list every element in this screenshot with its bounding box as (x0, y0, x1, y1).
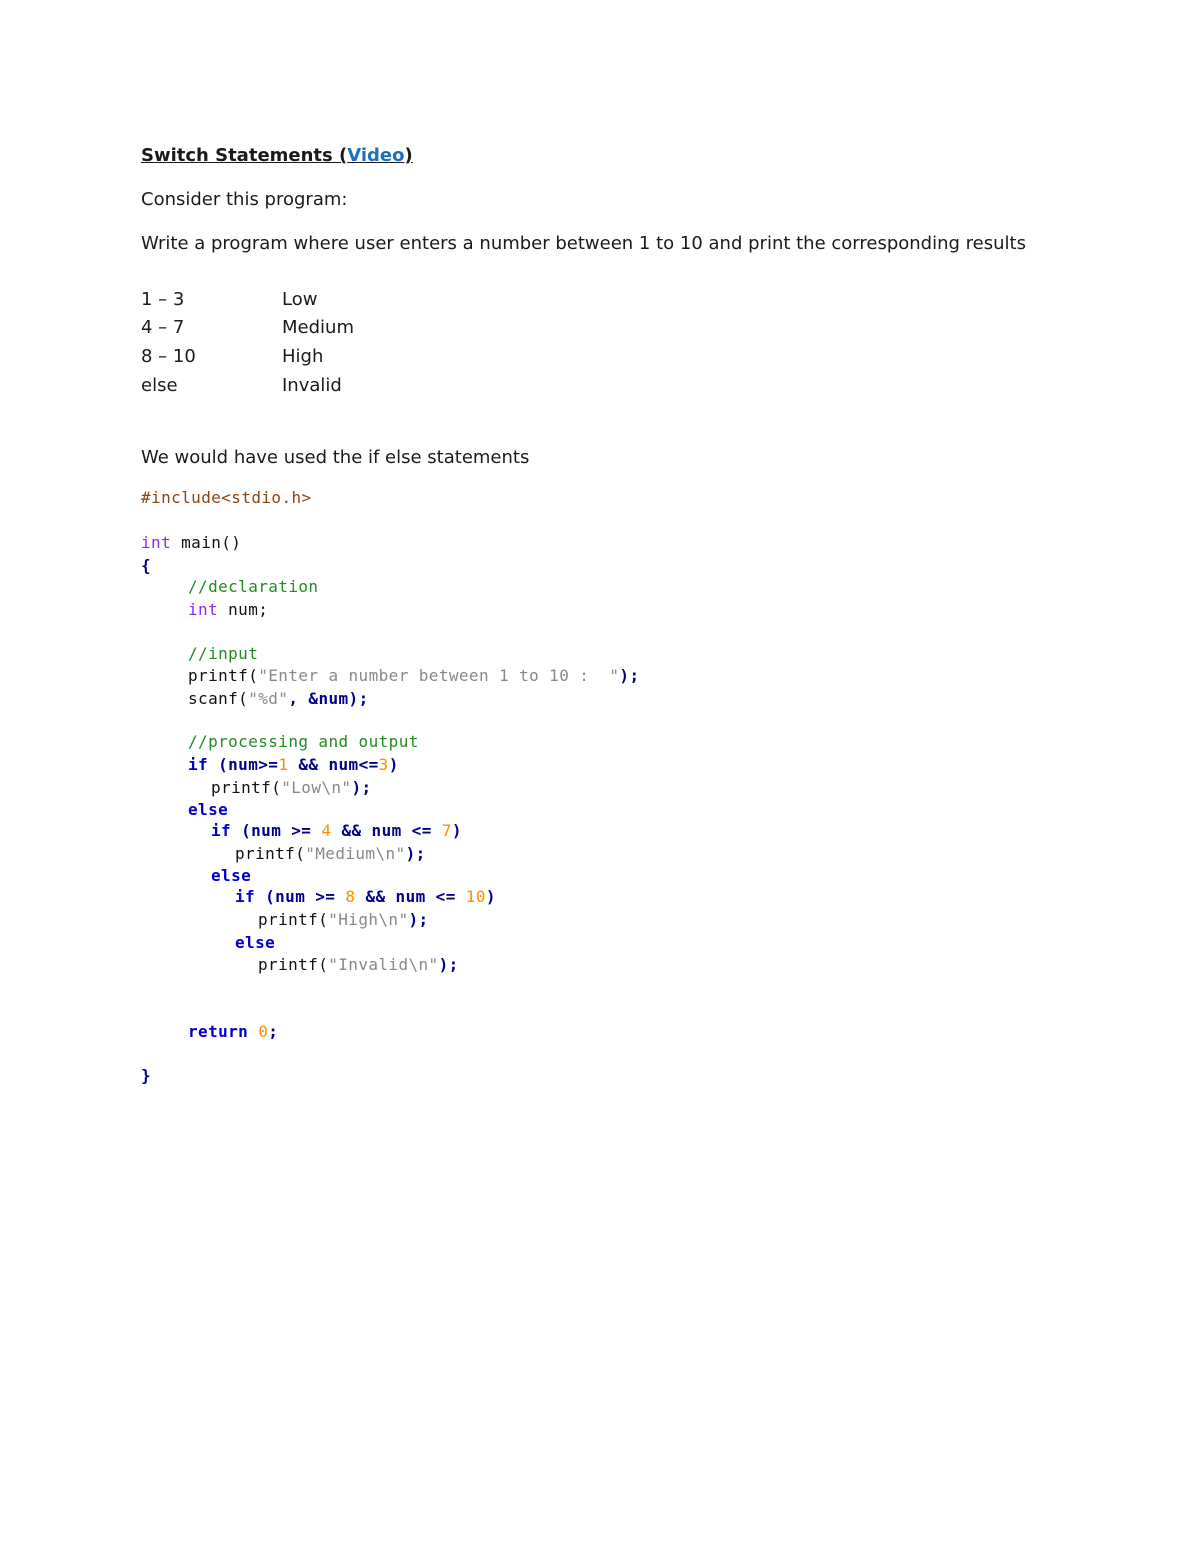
code-line-open-brace: { (141, 556, 152, 575)
video-link[interactable]: Video (347, 145, 405, 166)
task-text: Write a program where user enters a number between 1 to 10 and print the corresponding results (141, 233, 1026, 254)
intro-text: Consider this program: (141, 189, 348, 210)
range-1: 1 – 3 (141, 289, 185, 310)
code-line-comment-declaration: //declaration (188, 577, 319, 596)
range-3: 8 – 10 (141, 346, 196, 367)
code-line-declaration: int num; (188, 600, 269, 619)
code-line-else-1: else (188, 800, 229, 819)
code-line-close-brace: } (141, 1066, 152, 1085)
range-1-label: Low (282, 289, 318, 310)
code-line-printf-low: printf("Low\n"); (211, 778, 372, 797)
code-line-scanf: scanf("%d", &num); (188, 689, 369, 708)
code-line-else-3: else (235, 933, 276, 952)
code-line-printf-invalid: printf("Invalid\n"); (258, 955, 459, 974)
range-2-label: Medium (282, 317, 354, 338)
code-line-comment-processing: //processing and output (188, 732, 419, 751)
note-text: We would have used the if else statements (141, 447, 530, 468)
title-text: Switch Statements ( (141, 145, 348, 166)
code-line-printf-medium: printf("Medium\n"); (235, 844, 426, 863)
range-4-label: Invalid (282, 375, 342, 396)
code-line-printf-prompt: printf("Enter a number between 1 to 10 : "); (188, 666, 640, 685)
code-line-if-2: if (num >= 4 && num <= 7) (211, 821, 462, 840)
code-line-printf-high: printf("High\n"); (258, 910, 429, 929)
code-line-if-3: if (num >= 8 && num <= 10) (235, 887, 496, 906)
range-2: 4 – 7 (141, 317, 185, 338)
code-line-include: #include<stdio.h> (141, 488, 312, 507)
title-suffix: ) (404, 145, 413, 166)
range-4: else (141, 375, 178, 396)
code-line-main: int main() (141, 533, 242, 552)
page-title (141, 145, 413, 166)
code-line-else-2: else (211, 866, 252, 885)
code-line-if-1: if (num>=1 && num<=3) (188, 755, 399, 774)
range-3-label: High (282, 346, 324, 367)
code-line-comment-input: //input (188, 644, 259, 663)
code-line-return: return 0; (188, 1022, 279, 1041)
